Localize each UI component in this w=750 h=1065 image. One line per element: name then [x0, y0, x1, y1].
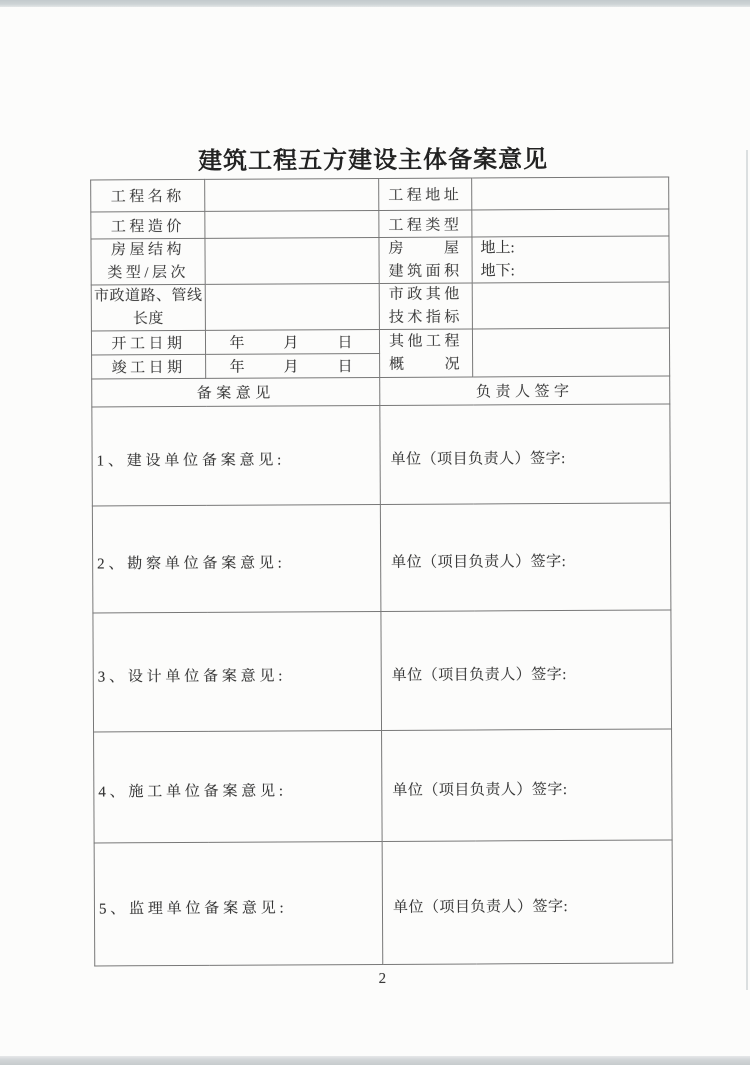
row-design-unit-opinion	[93, 610, 672, 732]
signature-owner-unit: 单位（项目负责人）签字:	[380, 404, 671, 505]
row-opinion-header	[92, 376, 670, 407]
label-project-cost: 工程造价	[91, 211, 205, 239]
row-builder-unit-opinion	[94, 729, 673, 843]
row-project-name-address	[91, 177, 669, 212]
filing-form-table	[90, 176, 673, 966]
value-municipal-road-length	[205, 283, 379, 330]
value-start-date: 年 月 日	[205, 329, 379, 354]
signature-supervision-unit: 单位（项目负责人）签字:	[382, 840, 673, 965]
row-owner-unit-opinion	[92, 404, 671, 506]
value-other-project-overview	[472, 328, 669, 377]
value-housing-structure	[205, 237, 379, 284]
label-start-date: 开工日期	[91, 330, 205, 355]
label-completion-date: 竣工日期	[92, 354, 206, 379]
row-start-date	[91, 328, 669, 355]
signature-builder-unit: 单位（项目负责人）签字:	[382, 729, 673, 842]
label-project-type: 工程类型	[379, 210, 472, 237]
label-housing-structure: 房屋结构 类型/层次	[91, 238, 205, 285]
label-building-area: 房 屋 建筑面积	[379, 237, 472, 283]
page-title: 建筑工程五方建设主体备案意见	[197, 146, 549, 175]
label-municipal-road-length: 市政道路、管线 长度	[91, 284, 205, 331]
opinion-design-unit: 3、设计单位备案意见:	[93, 611, 382, 732]
label-municipal-other-indicators: 市政其他 技术指标	[379, 283, 472, 329]
value-building-area-ground: 地上: 地下:	[472, 236, 669, 283]
label-project-address: 工程地址	[379, 178, 472, 210]
header-responsible-signature: 负责人签字	[380, 376, 670, 406]
header-filing-opinion: 备案意见	[92, 377, 380, 407]
signature-survey-unit: 单位（项目负责人）签字:	[380, 503, 671, 612]
value-project-address	[472, 177, 669, 210]
value-project-name	[205, 178, 379, 211]
signature-design-unit: 单位（项目负责人）签字:	[381, 610, 672, 731]
label-other-project-overview: 其他工程 概 况	[379, 329, 472, 377]
value-municipal-other-indicators	[472, 282, 669, 329]
opinion-owner-unit: 1、建设单位备案意见:	[92, 405, 381, 506]
opinion-builder-unit: 4、施工单位备案意见:	[94, 730, 383, 843]
value-project-type	[472, 209, 669, 237]
row-supervision-unit-opinion	[94, 840, 673, 966]
row-survey-unit-opinion	[92, 503, 671, 613]
label-project-name: 工程名称	[91, 179, 205, 212]
value-project-cost	[205, 210, 379, 238]
row-municipal	[91, 282, 669, 331]
page-number: 2	[378, 970, 387, 987]
value-completion-date: 年 月 日	[206, 353, 380, 378]
row-project-cost-type	[91, 209, 669, 239]
opinion-supervision-unit: 5、监理单位备案意见:	[94, 841, 383, 966]
row-structure-area	[91, 236, 669, 285]
opinion-survey-unit: 2、勘察单位备案意见:	[92, 504, 381, 613]
